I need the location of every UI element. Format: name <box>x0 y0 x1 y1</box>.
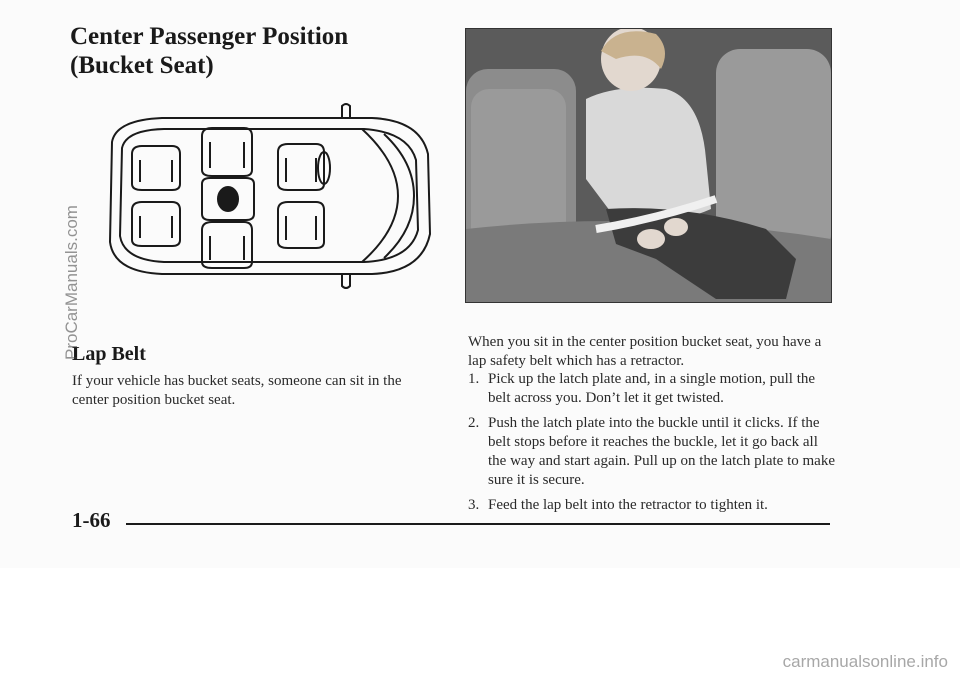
step-number: 1. <box>468 371 480 387</box>
lap-belt-heading: Lap Belt <box>72 343 146 365</box>
rear-left-seat <box>132 146 180 190</box>
step-item <box>468 414 838 490</box>
page-number: 1-66 <box>72 508 111 532</box>
step-number: 3. <box>468 497 480 513</box>
step-item <box>468 496 838 515</box>
center-seat-intro: When you sit in the center position bucket seat, you have a lap safety belt which has a retractor. <box>468 334 822 369</box>
step-text: Pick up the latch plate and, in a single motion, pull the belt across you. Don’t let it get twisted. <box>488 371 816 406</box>
rear-right-seat <box>132 202 180 246</box>
step-text: Push the latch plate into the buckle until it clicks. If the belt stops before it reaches the buckle, let it go back all the way and start again. Pull up on the latch plate to make sure it is secure. <box>488 415 835 488</box>
footer-divider <box>126 523 830 525</box>
watermark-left: ProCarManuals.com <box>62 205 81 360</box>
page-title <box>70 22 348 80</box>
step-text: Feed the lap belt into the retractor to tighten it. <box>488 497 768 513</box>
page-title-line-1: Center Passenger Position <box>70 23 349 50</box>
step-item <box>468 370 838 408</box>
page-title-line-2: (Bucket Seat) <box>70 52 214 79</box>
instruction-steps <box>468 370 838 521</box>
person-fastening-lap-belt-photo <box>465 28 832 303</box>
middle-center-seat-highlighted <box>202 178 254 220</box>
middle-left-seat <box>202 128 252 176</box>
front-right-seat <box>278 202 324 248</box>
step-number: 2. <box>468 415 480 431</box>
watermark-bottom: carmanualsonline.info <box>782 652 948 671</box>
lap-belt-intro: If your vehicle has bucket seats, someone can sit in the center position bucket seat. <box>72 373 402 408</box>
van-top-view-seating-icon <box>102 102 438 298</box>
